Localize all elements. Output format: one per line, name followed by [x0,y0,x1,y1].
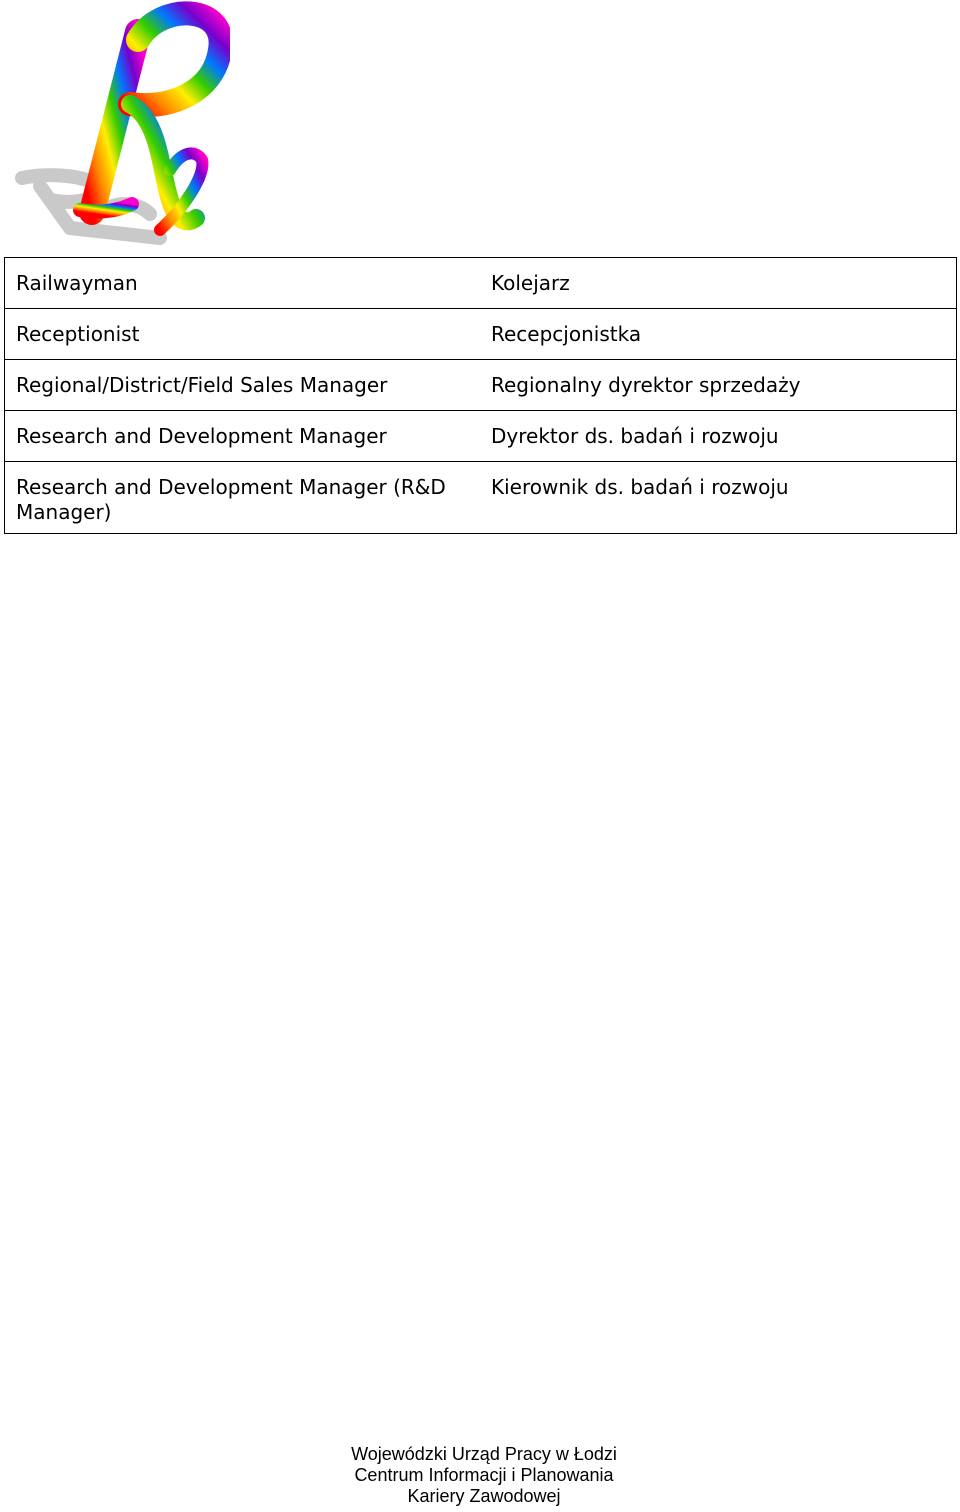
polish-term: Kolejarz [480,258,957,309]
logo-r-letter [80,13,221,230]
polish-term: Regionalny dyrektor sprzedaży [480,360,957,411]
page-footer [0,1444,960,1507]
footer-line-center: Centrum Informacji i Planowania [354,1465,614,1485]
table-row [5,360,957,411]
footer-line-career: Kariery Zawodowej [407,1486,561,1506]
table-row [5,462,957,534]
polish-term: Recepcjonistka [480,309,957,360]
english-term: Research and Development Manager [5,411,481,462]
table-row [5,309,957,360]
job-title-glossary-table [4,257,957,534]
english-term: Receptionist [5,309,481,360]
english-term: Regional/District/Field Sales Manager [5,360,481,411]
english-term: Research and Development Manager (R&D Manager) [5,462,481,534]
table-row [5,258,957,309]
footer-line-institution: Wojewódzki Urząd Pracy w Łodzi [351,1444,617,1464]
rainbow-r-logo-icon [10,0,230,250]
english-term: Railwayman [5,258,481,309]
polish-term: Dyrektor ds. badań i rozwoju [480,411,957,462]
table-row [5,411,957,462]
polish-term: Kierownik ds. badań i rozwoju [480,462,957,534]
